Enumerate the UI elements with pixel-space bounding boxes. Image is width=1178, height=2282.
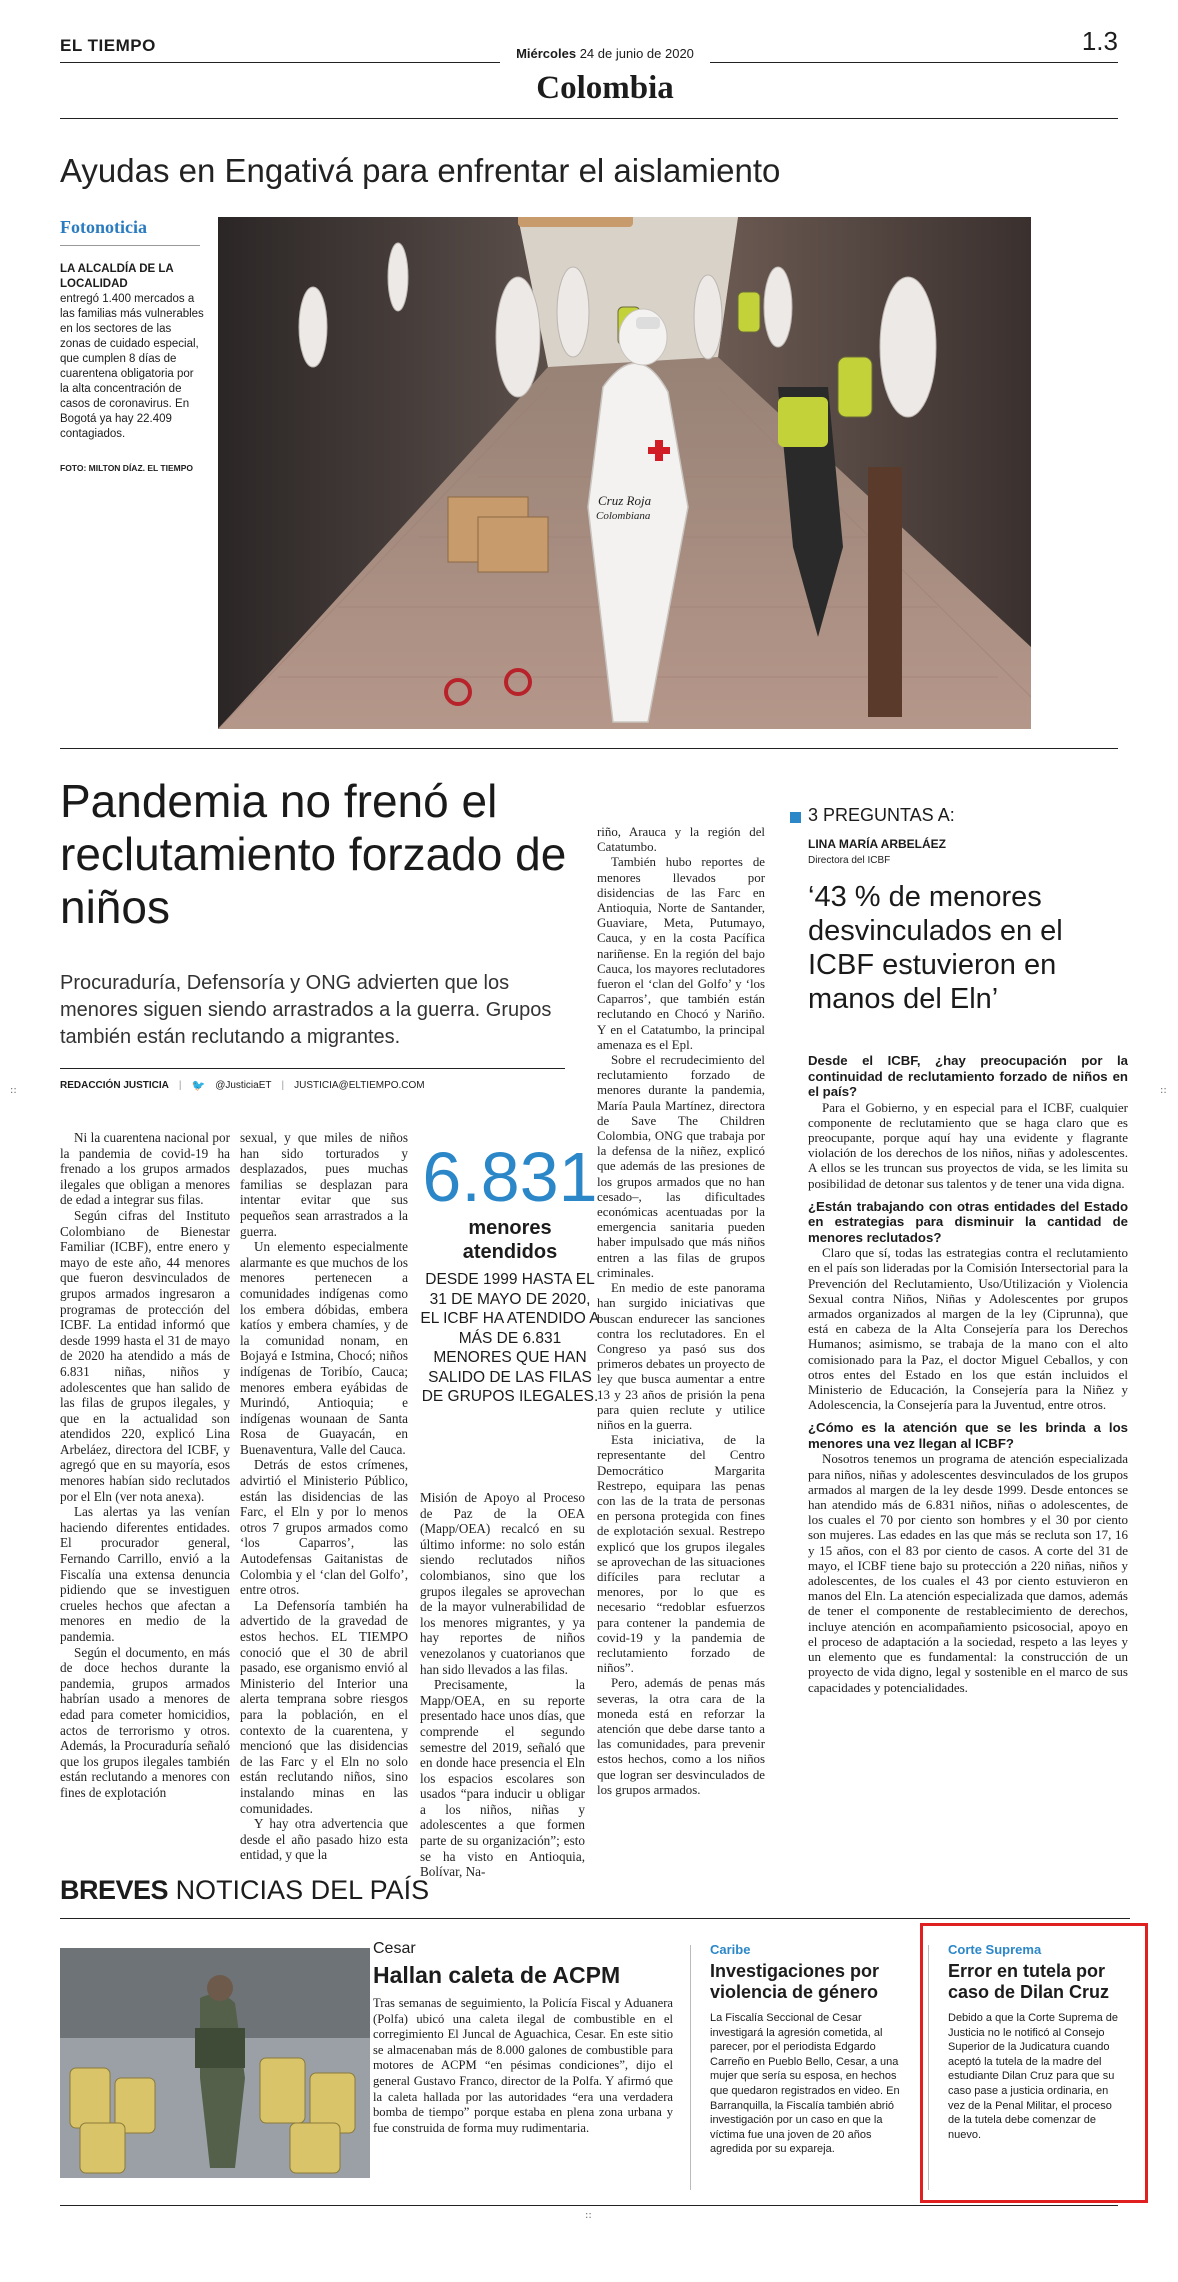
paragraph: Las alertas ya las venían haciendo diferentes entidades. El procurador general, Fernando Carrillo, envió a la Fiscalía una extensa denuncia pidiendo que se investiguen crueles hechos que afectan a menores en medio de la pandemia. (60, 1504, 230, 1644)
brief-body: Tras semanas de seguimiento, la Policía Fiscal y Aduanera (Polfa) ubicó una caleta ilegal de combustible en el corregimiento El Juncal de Aguachica, Cesar. En este sitio se almacenaban más de 8.000 galones de combustible para motores de ACPM “en pésimas condiciones”, dijo el general Gustavo Franco, director de la Polfa. Y afirmó que la caleta hallada por las autoridades “era una verdadera bomba de tiempo” porque estaba en plena zona urbana y fue construida de forma muy rudimentaria. (373, 1996, 673, 2135)
photo-caption (60, 262, 205, 442)
paragraph: En medio de este panorama han surgido iniciativas que buscan endurecer las sanciones contra los reclutadores. En el Congreso ya pasó sus dos primeros debates un proyecto de ley que busca aumentar a entre 13 y 23 años de prisión la pena para quien reclute y utilice niños en la guerra. (597, 1281, 765, 1432)
box-text-1: Cruz Roja (598, 493, 652, 508)
paragraph: Sobre el recrudecimiento del reclutamiento forzado de menores durante la pandemia, María Paula Martínez, directora de Save The Children Colombia, ONG que trabaja por la defensa de la niñez, explicó que además de las presiones de los grupos armados que no han cesado–, las dificultades económicas acentuadas por la emergencia sanitaria pueden haber impulsado que más niños entren a las filas de grupos criminales. (597, 1053, 765, 1280)
section-marker-icon (790, 812, 801, 823)
stat-label-line-2: atendidos (462, 1241, 558, 1263)
caption-body: entregó 1.400 mercados a las familias más vulnerables en los sectores de las zonas de cuidado especial, que cumplen 8 días de cuarentena obligatoria por la alta concentración de casos de coronavirus. En Bogotá ya hay 22.409 contagiados. (60, 293, 204, 440)
brand-logo: EL TIEMPO (60, 36, 156, 55)
byline-sep: | (178, 1080, 182, 1091)
interview-body (808, 1045, 1128, 1695)
breves-title-rest: NOTICIAS DEL PAÍS (175, 1875, 430, 1905)
date-day: Miércoles (516, 46, 577, 61)
crop-mark-right: :: (1160, 1085, 1167, 1096)
crop-mark-bottom: :: (585, 2210, 592, 2221)
answer-3: Nosotros tenemos un programa de atención especializada para niños, niñas y adolescentes desvinculados de los grupos armados al margen de la ley desde 1999. Desde entonces se han atendido más de 6.831 niños, niñas o adolescentes, de los cuales el 70 por ciento son hombres y el 30 por ciento son mujeres. Las edades en las que más se recluta son 17, 16 y 15 años, con el 83 por ciento de casos. A corte del 31 de mayo, el ICBF tiene bajo su protección a 220 niñas, niños y adolescentes, de los cuales el 43 por ciento estuvieron en manos del Eln. La atención especializada que damos, además de tener el componente de restablecimiento de derechos, incluye atención en acompañamiento psicosocial, apoyo en el proceso de adaptación a la sociedad, respeto a las leyes y un elemento que es fundamental: la construcción de un proyecto de vida digno, legal y sostenible en el marco de sus capacidades y potencialidades. (808, 1451, 1128, 1695)
fotonoticia-rule (60, 245, 200, 246)
byline-author: REDACCIÓN JUSTICIA (60, 1080, 169, 1091)
interviewee-name: LINA MARÍA ARBELÁEZ (808, 837, 946, 851)
fotonoticia-label: Fotonoticia (60, 217, 147, 237)
article-column-1 (60, 1130, 230, 1801)
interviewee-role: Directora del ICBF (808, 855, 891, 866)
page-number: 1.3 (1081, 26, 1118, 56)
interview-quote: ‘43 % de menores desvinculados en el ICBF estuvieron en manos del Eln’ (808, 881, 1063, 1015)
paragraph: La Defensoría también ha advertido de la gravedad de estos hechos. EL TIEMPO conoció que el 30 de abril pasado, ese organismo envió al Ministerio del Interior una alerta temprana sobre riesgos para la población, en el contexto de la cuarentena, y mencionó que las disidencias de las Farc y el Eln no solo están reclutando niños, sino instalando minas en las comunidades. (240, 1597, 408, 1816)
paragraph: Detrás de estos crímenes, advirtió el Ministerio Público, están las disidencias de las Farc, el Eln y por lo menos otros 7 grupos armados como ‘los Caparros’, las Autodefensas Gaitanistas de Colombia y el ‘clan del Golfo’, entre otros. (240, 1457, 408, 1598)
question-3: ¿Cómo es la atención que se les brinda a los menores una vez llegan al ICBF? (808, 1420, 1128, 1451)
stat-number: 6.831 (422, 1138, 598, 1216)
paragraph: sexual, y que miles de niños han sido torturados y desplazados, pues muchas familias se desplazan para intentar evitar que sus pequeños sean arrastrados a la guerra. (240, 1130, 408, 1239)
breves-title (60, 1875, 429, 1906)
crop-mark-left: :: (10, 1085, 17, 1096)
paragraph: Esta iniciativa, de la representante del Centro Democrático Margarita Restrepo, equipara las penas con las de la trata de personas en persona protegida con fines de explotación sexual. Restrepo explicó que los grupos ilegales se aprovechan de las situaciones difíciles para reclutar a menores, por lo que es necesario “redoblar esfuerzos para contener la pandemia de covid-19 y la pandemia de reclutamiento forzado de niños”. (597, 1433, 765, 1676)
brief-body: La Fiscalía Seccional de Cesar investigará la agresión cometida, al parecer, por el periodista Edgardo Carreño en Pueblo Bello, Cesar, a una mujer que sería su esposa, en hechos que quedaron registrados en video. En Barranquilla, la Fiscalía también abrió investigación por un caso en que la víctima fue una joven de 20 años agredida por su expareja. (710, 2012, 900, 2156)
section-rule (60, 118, 1118, 119)
date-rest: 24 de junio de 2020 (579, 46, 694, 61)
paragraph: Y hay otra advertencia que desde el año pasado hizo esta entidad, y que la (240, 1816, 408, 1863)
article-column-2 (240, 1130, 408, 1863)
photo-credit: FOTO: MILTON DÍAZ. EL TIEMPO (60, 463, 194, 473)
twitter-handle[interactable]: @JusticiaET (215, 1080, 272, 1091)
brief-headline: Investigaciones por violencia de género (710, 1961, 880, 2002)
question-2: ¿Están trabajando con otras entidades del Estado en estrategias para disminuir la cantidad de menores reclutados? (808, 1198, 1128, 1245)
byline-sep-2: | (281, 1080, 285, 1091)
stat-description: DESDE 1999 HASTA EL 31 DE MAYO DE 2020, EL ICBF HA ATENDIDO A MÁS DE 6.831 MENORES QUE HAN SALIDO DE LAS FILAS DE GRUPOS ILEGALES. (420, 1271, 600, 1405)
stat-label (420, 1216, 600, 1264)
photo-bottom-rule (60, 748, 1118, 749)
breves-title-bold: BREVES (60, 1875, 169, 1905)
page-bottom-rule (60, 2205, 1118, 2206)
article-deck: Procuraduría, Defensoría y ONG advierten que los menores siguen siendo arrastrados a la guerra. Grupos también están reclutando a migrantes. (60, 972, 552, 1048)
masthead-rule-right (710, 62, 1118, 63)
article-column-3 (420, 1490, 585, 1880)
main-photo (218, 217, 1031, 729)
stat-label-line-1: menores (468, 1217, 552, 1239)
answer-1: Para el Gobierno, y en especial para el ICBF, cualquier componente de reclutamiento que se haga claro que es preocupante, porque aquí hay una evidente y flagrante violación de los derechos de los niños, niñas y adolescentes. A ellos se les truncan sus proyectos de vida, se les limita su posibilidad de detonar sus talentos y de tener una vida digna. (808, 1099, 1128, 1191)
brief-headline: Hallan caleta de ACPM (373, 1962, 621, 1988)
twitter-icon: 🐦 (191, 1080, 206, 1092)
question-1: Desde el ICBF, ¿hay preocupación por la continuidad de reclutamiento forzado de niños en el país? (808, 1053, 1128, 1099)
paragraph: Ni la cuarentena nacional por la pandemia de covid-19 ha frenado a los grupos armados ilegales que obligan a menores de edad a integrar sus filas. (60, 1130, 230, 1208)
paragraph: Pero, además de penas más severas, la otra cara de la moneda está en reforzar la atención que debe darse tanto a las comunidades, para prevenir estos hechos, como a los niños que logran ser desvinculados de los grupos armados. (597, 1676, 765, 1797)
paragraph: Misión de Apoyo al Proceso de Paz de la OEA (Mapp/OEA) recalcó en su último informe: no solo están siendo reclutados niños colombianos, sino que los grupos ilegales se aprovechan de la mayor vulnerabilidad de los menores migrantes, y ya hay reportes de niños venezolanos y cuatorianos que han sido llevados a las filas. (420, 1490, 585, 1677)
section-title: Colombia (536, 70, 674, 106)
paragraph: riño, Arauca y la región del Catatumbo. (597, 825, 765, 855)
paragraph: Según cifras del Instituto Colombiano de Bienestar Familiar (ICBF), entre enero y mayo de este año, 44 menores que fueron desvinculados de grupos armados ingresaron a programas de protección del ICBF. La entidad informó que desde 1999 hasta el 31 de mayo de 2020 ha atendido a más de 6.831 niñas, niños y adolescentes que han salido de las filas de grupos ilegales, y que en la actualidad son atendidos 220, explicó Lina Arbeláez, directora del ICBF, y agregó que en su mayoría, esos menores habían sido reclutados por el Eln (ver nota anexa). (60, 1207, 230, 1504)
breves-rule (60, 1918, 1130, 1919)
brief-headline: Error en tutela por caso de Dilan Cruz (948, 1961, 1110, 2002)
brief-2 (710, 1942, 905, 2157)
brief-separator (690, 1945, 691, 2190)
street-photo-illustration (218, 217, 1031, 729)
fuel-cache-photo-illustration (60, 1948, 370, 2178)
brief-category: Caribe (710, 1942, 751, 1957)
paragraph: Según el documento, en más de doce hechos durante la pandemia, grupos armados habrían usado a menores de edad para cometer homicidios, actos de terrorismo y otros. Además, la Procuraduría señaló que los grupos ilegales también están reclutando a menores con fines de explotación (60, 1644, 230, 1800)
article-column-4 (597, 825, 765, 1798)
box-text-2: Colombiana (596, 510, 651, 522)
article-headline: Pandemia no frenó el reclutamiento forzado de niños (60, 775, 567, 933)
masthead-rule (60, 62, 500, 63)
brief-category: Corte Suprema (948, 1942, 1042, 1957)
brief-body: Debido a que la Corte Suprema de Justicia no le notificó al Consejo Superior de la Judicatura cuando aceptó la tutela de la madre del estudiante Dilan Cruz para que su caso pase a justicia ordinaria, en vez de la Penal Militar, el proceso de la tutela debe comenzar de nuevo. (948, 2012, 1118, 2141)
caption-head: LA ALCALDÍA DE LA LOCALIDAD (60, 263, 174, 290)
photo-headline: Ayudas en Engativá para enfrentar el aislamiento (60, 152, 781, 189)
paragraph: Un elemento especialmente alarmante es que muchos de los menores pertenecen a comunidades indígenas como los embera dóbidas, embera katíos y embera chamíes, y de la comunidad nonam, en Bojayá e Istmina, Chocó; niños indígenas de Toribío, Cauca; menores embera eyábidas de Murindó, Antioquia; e indígenas wounaan de Santa Rosa de Guayacán, en Buenaventura, Valle del Cauca. (240, 1239, 408, 1457)
byline-rule (60, 1068, 565, 1069)
issue-date (500, 46, 710, 61)
byline (60, 1079, 565, 1092)
brief-1 (373, 1940, 673, 2136)
paragraph: Precisamente, la Mapp/OEA, en su reporte presentado hace unos días, que comprende el segundo semestre del 2019, señaló que en donde hace presencia el Eln los espacios escolares son usados “para inducir u obligar a los niños, niñas y adolescentes a que formen parte de su organización”; esto se ha visto en Antioquia, Bolívar, Na- (420, 1677, 585, 1880)
paragraph: También hubo reportes de menores llevados por disidencias de las Farc en Antioquia, Norte de Santander, Guaviare, Meta, Putumayo, Cauca, y en la costa Pacífica nariñense. En la región del bajo Cauca, los mayores reclutadores fueron el ‘clan del Golfo’ y ‘los Caparros’, que también están reclutando en Chocó y Nariño. Y en el Catatumbo, la principal amenaza es el Epl. (597, 855, 765, 1052)
answer-2: Claro que sí, todas las estrategias contra el reclutamiento en el país son lideradas por la Comisión Intersectorial para la Prevención del Reclutamiento, Uso/Utilización y Violencia Sexual contra Niños, Niñas y Adolescentes por grupos armados organizados al margen de la ley (Ciprunna), que está en cabeza de la Alta Consejería para los Derechos Humanos; asimismo, se trabaja de la mano con el alto comisionado para la Paz, el doctor Miguel Ceballos, y con otros entes del Estado en los que están incluidos el Ministerio de Educación, la Consejería para la Niñez y Adolescencia, la Consejería para la Juventud, entre otros. (808, 1245, 1128, 1413)
email-link[interactable]: JUSTICIA@ELTIEMPO.COM (294, 1080, 425, 1091)
highlight-box (920, 1923, 1148, 2203)
brief-category: Cesar (373, 1940, 416, 1957)
breves-photo (60, 1948, 370, 2178)
interview-title: 3 PREGUNTAS A: (808, 805, 955, 825)
